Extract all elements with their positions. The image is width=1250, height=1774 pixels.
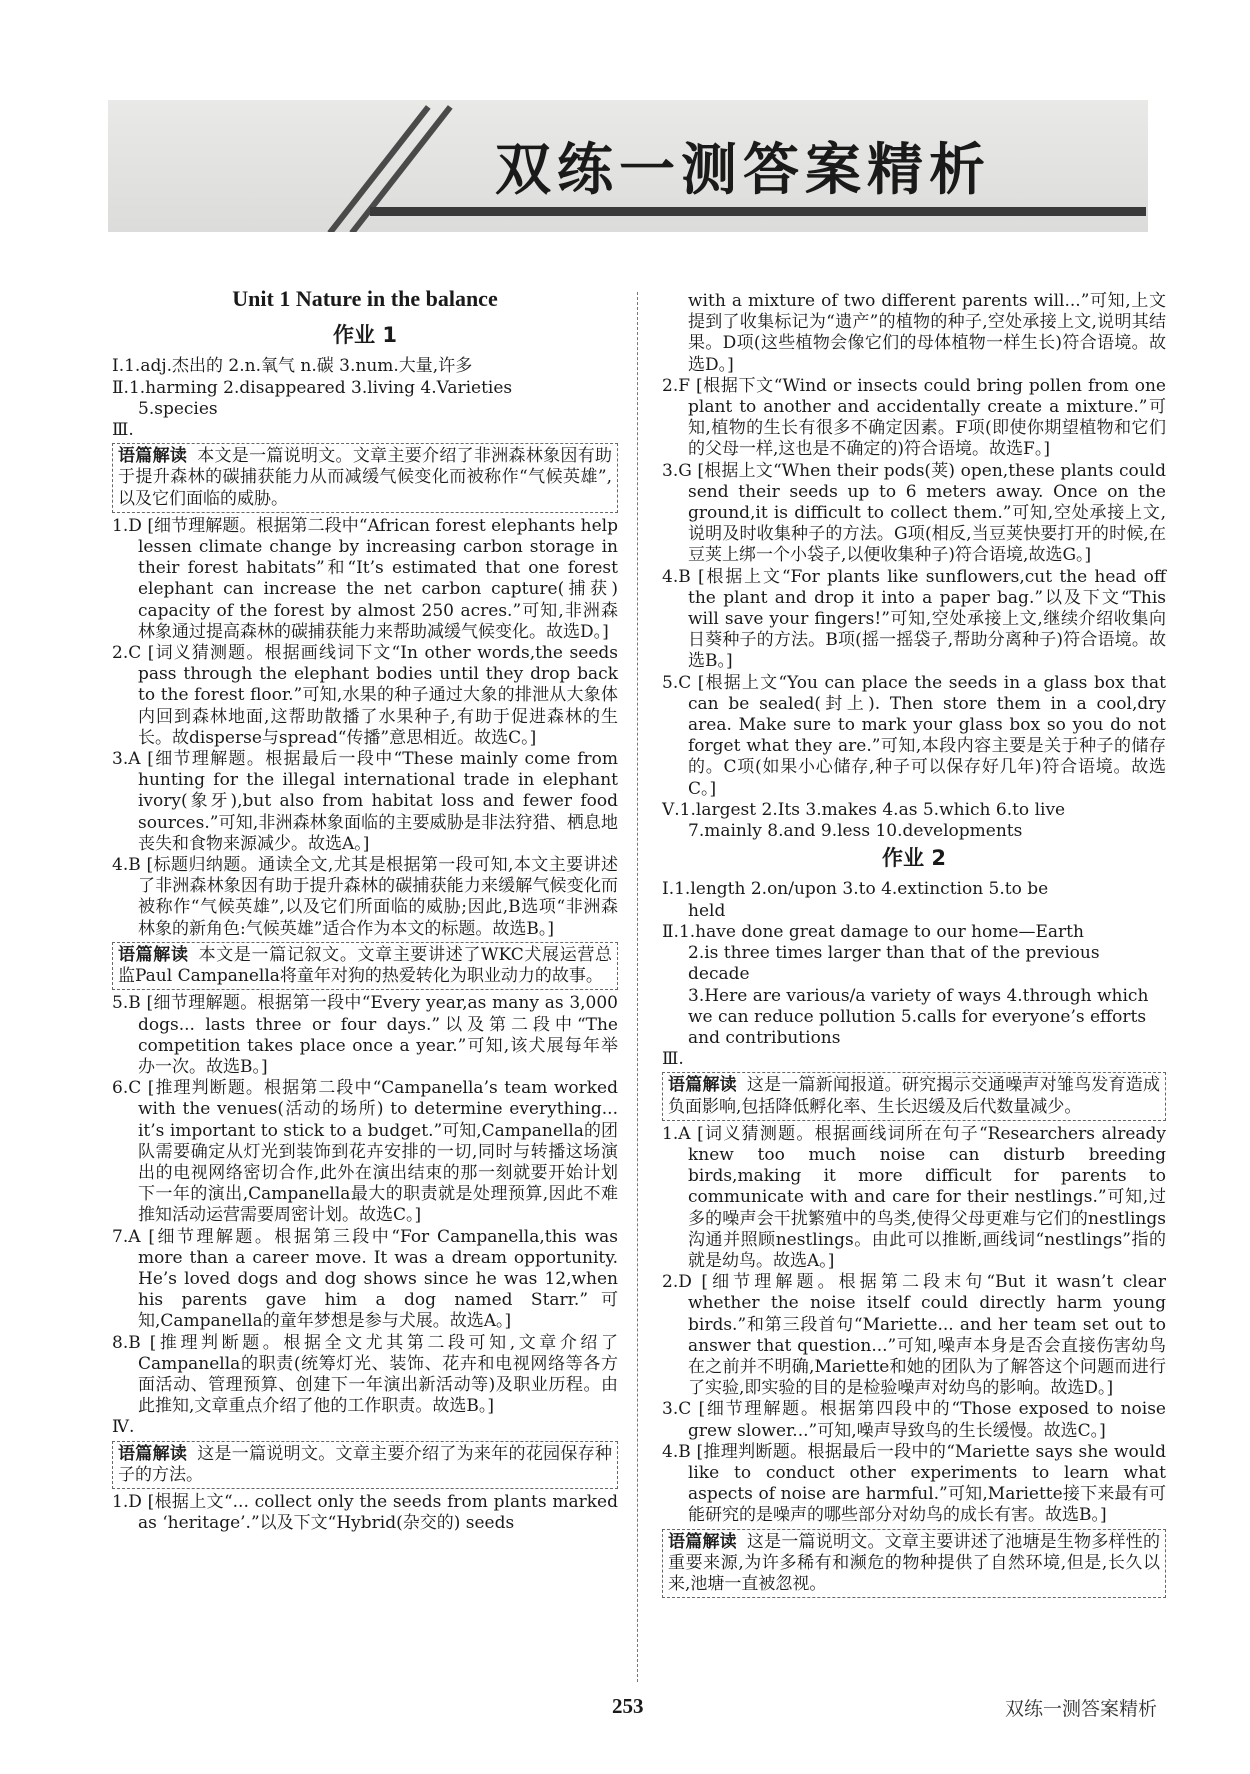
footer-label: 双练一测答案精析 (1005, 1698, 1158, 1720)
reading-text: 这是一篇说明文。文章主要讲述了池塘是生物多样性的重要来源,为许多稀有和濒危的物种提供了自然环境,但是,长久以来,池塘一直被忽视。 (668, 1531, 1161, 1594)
answer-item: 1.D [细节理解题。根据第二段中“African forest elephants help lessen climate change by increasing carbon storage in their forest habitats”和“It’s estimated that one forest elephant can increase the net carbon capture(捕获) capacity of the forest by almost 250 acres.”可知,非洲森林象通过提高森林的碳捕获能力来帮助减缓气候变化。故选D。] (112, 515, 618, 642)
section-2: Ⅱ.1.have done great damage to our home—Earth (662, 921, 1084, 942)
reading-text: 这是一篇说明文。文章主要介绍了为来年的花园保存种子的方法。 (118, 1443, 613, 1485)
answer-item: 4.B [标题归纳题。通读全文,尤其是根据第一段可知,本文主要讲述了非洲森林象因有助于提升森林的碳捕获能力来缓解气候变化而被称作“气候英雄”,以及它们所面临的威胁;因此,B选项“非洲森林象的新角色:气候英雄”适合作为本文的标题。故选B。] (112, 855, 618, 939)
right-column (662, 291, 1166, 1601)
section-1: Ⅰ.1.adj.杰出的 2.n.氧气 n.碳 3.num.大量,许多 (112, 356, 473, 377)
answer-item: 4.B [根据上文“For plants like sunflowers,cut the head off the plant and drop it into a paper bag.”以及下文“This will save your fingers!”可知,空处承接上文,继续介绍收集向日葵种子的方法。B项(摇一摇袋子,帮助分离种子)符合语境。故选B。] (662, 566, 1166, 672)
reading-note (112, 1441, 618, 1489)
header-banner (108, 100, 1148, 232)
left-column (112, 288, 618, 1534)
homework-title: 作业 1 (333, 323, 397, 348)
column-divider (637, 292, 638, 1682)
answer-item: 2.D [细节理解题。根据第二段末句“But it wasn’t clear whether the noise itself could directly harm young birds.”和第三段首句“Mariette... and her team set out to answer that question...”可知,噪声本身是否会直接伤害幼鸟在之前并不明确,Mariette和她的团队为了解答这个问题而进行了实验,即实验的目的是检验噪声对幼鸟的影响。故选D。] (662, 1272, 1166, 1399)
page-number: 253 (612, 1694, 644, 1718)
section-2-cont: 5.species (138, 398, 218, 419)
decor-bar (370, 207, 1146, 216)
answer-item: 4.B [推理判断题。根据最后一段中的“Mariette says she would like to conduct other experiments to learn what aspects of noise are harmful.”可知,Mariette接下来最有可能研究的是噪声的哪些部分对幼鸟的成长有害。故选B。] (662, 1441, 1166, 1526)
section-3: Ⅲ. (662, 1049, 684, 1070)
reading-tag: 语篇解读 (668, 1531, 737, 1552)
answer-item: 3.A [细节理解题。根据最后一段中“These mainly come from hunting for the illegal international trade in elephant ivory(象牙),but also from habitat loss and fewer food sources.”可知,非洲森林象面临的主要威胁是非法狩猎、栖息地丧失和食物来源减少。故选A。] (112, 749, 618, 854)
section-2-cont: 3.Here are various/a variety of ways 4.through which (688, 985, 1149, 1006)
answer-item: 8.B [推理判断题。根据全文尤其第二段可知,文章介绍了Campanella的职责(统筹灯光、装饰、花卉和电视网络等各方面活动、管理预算、创建下一年演出新活动等)及职业历程。由此推知,文章重点介绍了他的工作职责。故选B。] (112, 1332, 618, 1417)
reading-text: 这是一篇新闻报道。研究揭示交通噪声对雏鸟发育造成负面影响,包括降低孵化率、生长迟缓及后代数量减少。 (668, 1075, 1161, 1117)
answer-item: 3.G [根据上文“When their pods(荚) open,these plants could send their seeds up to 6 meters away. Once on the ground,it is difficult to collect them.”可知,空处承接上文,说明及时收集种子的方法。G项(相反,当豆荚快要打开的时候,在豆荚上绑一个小袋子,以便收集种子)符合语境,故选G。] (662, 460, 1166, 566)
section-2-cont: and contributions (688, 1027, 841, 1048)
answer-item: 1.A [词义猜测题。根据画线词所在句子“Researchers already knew too much noise can disturb breeding birds,making it more difficult for parents to communicate with and care for their nestlings.”可知,过多的噪声会干扰繁殖中的鸟类,使得父母更难与它们的nestlings沟通并照顾nestlings。由此可以推断,画线词“nestlings”指的就是幼鸟。故选A。] (662, 1123, 1166, 1271)
reading-note (112, 942, 618, 990)
section-5: Ⅴ.1.largest 2.Its 3.makes 4.as 5.which 6.to live (662, 799, 1066, 820)
reading-text: 本文是一篇说明文。文章主要介绍了非洲森林象因有助于提升森林的碳捕获能力从而减缓气候变化而被称作“气候英雄”,以及它们面临的威胁。 (118, 446, 613, 509)
answer-item: 3.C [细节理解题。根据第四段中的“Those exposed to noise grew slower...”可知,噪声导致鸟的生长缓慢。故选C。] (662, 1399, 1166, 1441)
reading-note (662, 1072, 1166, 1120)
reading-tag: 语篇解读 (118, 446, 188, 467)
reading-note (662, 1529, 1166, 1599)
reading-note (112, 443, 618, 513)
answer-item: 2.F [根据下文“Wind or insects could bring pollen from one plant to another and accidentally create a mixture.”可知,植物的生长有很多不确定因素。F项(即使你期望植物和它们的父母一样,这也是不确定的)符合语境。故选F。] (662, 375, 1166, 460)
answer-item: 5.C [根据上文“You can place the seeds in a glass box that can be sealed(封上). Then store them in a cool,dry area. Make sure to mark your glass box so you do not forget what they are.”可知,本段内容主要是关于种子的储存的。C项(如果小心储存,种子可以保存好几年)符合语境。故选C。] (662, 672, 1166, 799)
section-4: Ⅳ. (112, 1417, 135, 1438)
answer-item: 5.B [细节理解题。根据第一段中“Every year,as many as 3,000 dogs... lasts three or four days.”以及第二段中“The competition takes place once a year.”可知,该犬展每年举办一次。故选B。] (112, 993, 618, 1077)
section-3: Ⅲ. (112, 420, 134, 441)
unit-title: Unit 1 Nature in the balance (232, 286, 498, 311)
reading-tag: 语篇解读 (118, 944, 189, 965)
section-2: Ⅱ.1.harming 2.disappeared 3.living 4.Varieties (112, 377, 513, 398)
section-2-cont: 2.is three times larger than that of the previous decade (688, 943, 1100, 985)
section-1: Ⅰ.1.length 2.on/upon 3.to 4.extinction 5.to be (662, 879, 1049, 900)
homework-title: 作业 2 (882, 846, 946, 871)
answer-item: 7.A [细节理解题。根据第三段中“For Campanella,this was more than a career move. It was a dream opportunity. He’s loved dogs and dog shows since he was 12,when his parents gave him a dog named Starr.”可知,Campanella的童年梦想是参与犬展。故选A。] (112, 1226, 618, 1332)
reading-tag: 语篇解读 (118, 1443, 188, 1464)
reading-text: 本文是一篇记叙文。文章主要讲述了WKC犬展运营总监Paul Campanella将童年对狗的热爱转化为职业动力的故事。 (118, 944, 612, 987)
answer-item: 1.D [根据上文“... collect only the seeds from plants marked as ‘heritage’.”以及下文“Hybrid(杂交的) seeds (112, 1491, 618, 1534)
answer-item: 6.C [推理判断题。根据第二段中“Campanella’s team worked with the venues(活动的场所) to determine everything... it’s important to stick to a budget.”可知,Campanella的团队需要确定从灯光到装饰到花卉安排的一切,同时与转播这场演出的电视网络密切合作,此外在演出结束的那一刻就要开始计划下一年的演出,Campanella最大的职责就是处理预算,因此不难推知活动运营需要周密计划。故选C。] (112, 1078, 618, 1226)
page-title: 双练一测答案精析 (495, 138, 991, 203)
answer-item: 2.C [词义猜测题。根据画线词下文“In other words,the seeds pass through the elephant bodies until they drop back to the forest floor.”可知,水果的种子通过大象的排泄从大象体内回到森林地面,这帮助散播了水果种子,有助于促进森林的生长。故disperse与spread“传播”意思相近。故选C。] (112, 643, 618, 748)
section-5-cont: 7.mainly 8.and 9.less 10.developments (688, 821, 1023, 842)
reading-tag: 语篇解读 (668, 1075, 737, 1096)
section-2-cont: we can reduce pollution 5.calls for everyone’s efforts (688, 1006, 1147, 1027)
section-1-cont: held (688, 900, 726, 921)
answer-continued: with a mixture of two different parents will...”可知,上文提到了收集标记为“遗产”的植物的种子,空处承接上文,说明其结果。D项(这些植物会像它们的母体植物一样生长)符合语境。故选D。] (688, 291, 1166, 375)
